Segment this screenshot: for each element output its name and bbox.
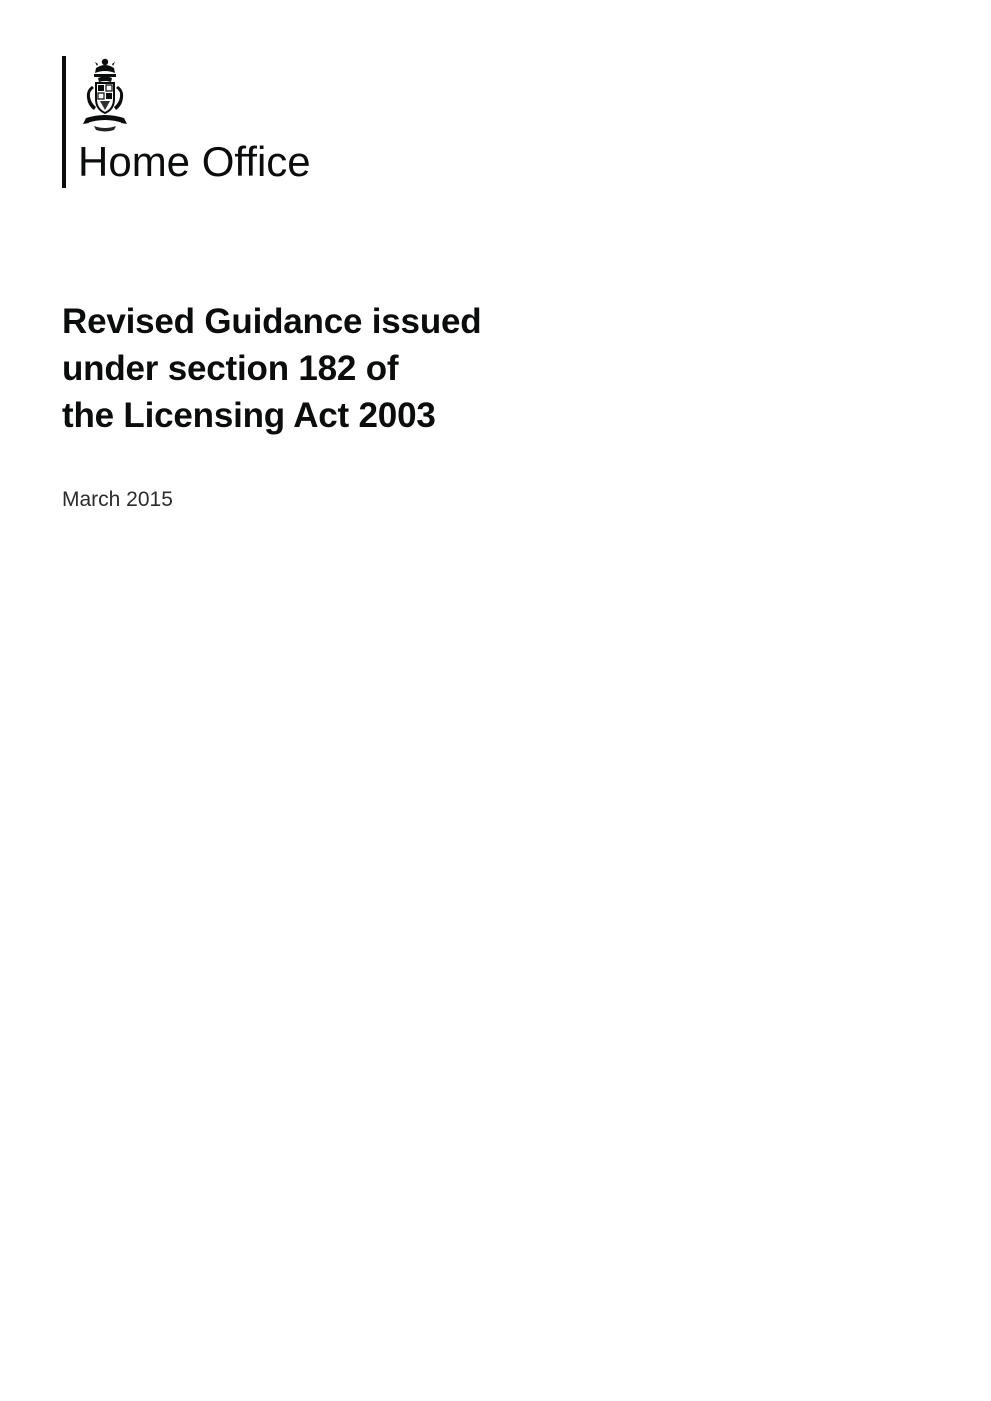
organisation-wordmark	[62, 136, 311, 188]
page-title-line-3: the Licensing Act 2003	[62, 396, 436, 435]
publication-date: March 2015	[62, 488, 173, 511]
home-office-logo	[62, 56, 311, 188]
page-title-line-1: Revised Guidance issued	[62, 302, 482, 341]
title-block	[62, 298, 762, 513]
logo-vertical-rule	[62, 56, 66, 188]
page-title	[62, 298, 762, 439]
page-title-line-2: under section 182 of	[62, 349, 399, 388]
organisation-name: Home Office	[78, 138, 311, 185]
royal-coat-of-arms-icon	[74, 56, 136, 134]
